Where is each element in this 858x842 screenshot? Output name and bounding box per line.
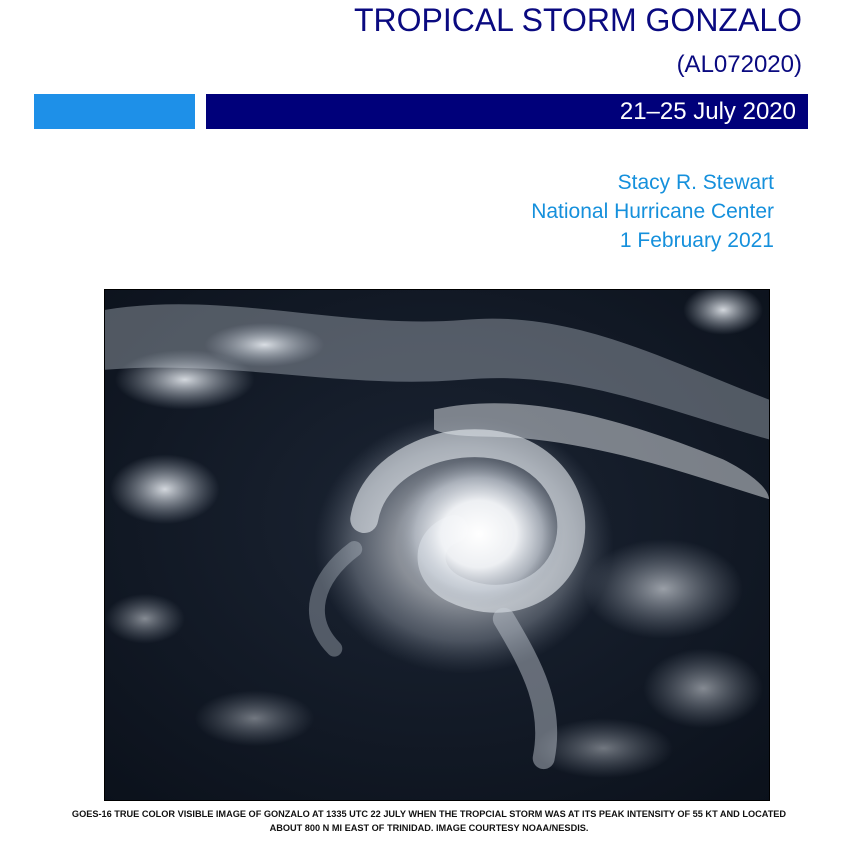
- author-name: Stacy R. Stewart: [617, 171, 774, 194]
- storm-dates: 21–25 July 2020: [619, 98, 796, 125]
- storm-id: (AL072020): [676, 51, 802, 78]
- report-date: 1 February 2021: [619, 229, 774, 252]
- date-banner: [206, 94, 808, 129]
- accent-bar-light: [34, 94, 195, 129]
- author-organization: National Hurricane Center: [531, 200, 774, 223]
- byline: [531, 168, 774, 255]
- figure-caption: GOES-16 TRUE COLOR VISIBLE IMAGE OF GONZALO AT 1335 UTC 22 JULY WHEN THE TROPCIAL STORM WAS AT ITS PEAK INTENSITY OF 55 KT AND LOCATED ABOUT 800 N MI EAST OF TRINIDAD. IMAGE COURTESY NOAA/NESDIS.: [71, 809, 787, 833]
- report-title: TROPICAL STORM GONZALO: [353, 2, 802, 38]
- satellite-image: [104, 289, 770, 801]
